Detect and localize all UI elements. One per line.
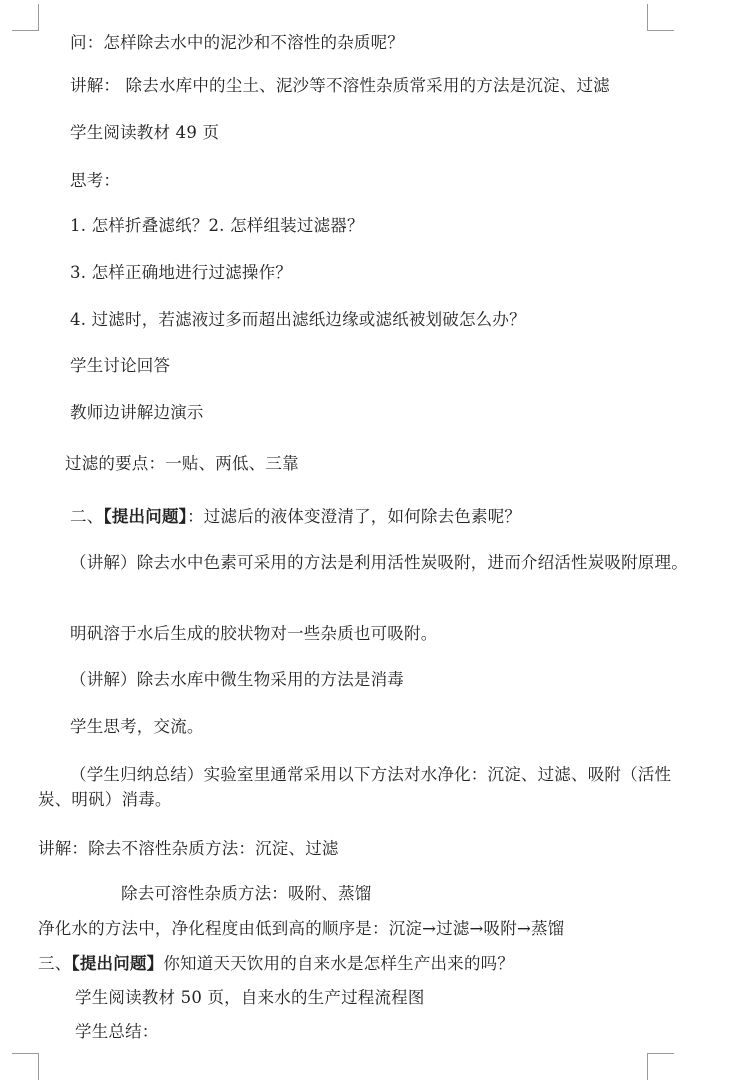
pigment-removal-paragraph: （讲解）除去水中色素可采用的方法是利用活性炭吸附，进而介绍活性炭吸附原理。 bbox=[70, 553, 688, 572]
student-exchange-line: 学生思考，交流。 bbox=[70, 717, 204, 736]
question-4: 4. 过滤时，若滤液过多而超出滤纸边缘或滤纸被划破怎么办？ bbox=[70, 310, 526, 329]
insoluble-removal-line: 讲解：除去不溶性杂质方法：沉淀、过滤 bbox=[38, 839, 339, 858]
filtration-key-points: 过滤的要点：一贴、两低、三靠 bbox=[65, 454, 299, 473]
question-1-2: 1. 怎样折叠滤纸？2. 怎样组装过滤器？ bbox=[70, 216, 364, 235]
student-summary-line: 学生总结： bbox=[75, 1022, 159, 1041]
soluble-removal-line: 除去可溶性杂质方法：吸附、蒸馏 bbox=[121, 884, 372, 903]
discussion-line: 学生讨论回答 bbox=[70, 356, 171, 375]
purification-order-line: 净化水的方法中，净化程度由低到高的顺序是：沉淀→过滤→吸附→蒸馏 bbox=[38, 919, 565, 938]
raise-question-label: 【提出问题】 bbox=[71, 954, 164, 973]
page-corner-mark-top-left bbox=[12, 4, 39, 31]
lecture-line: 讲解： 除去水库中的尘土、泥沙等不溶性杂质常采用的方法是沉淀、过滤 bbox=[70, 76, 610, 95]
page-corner-mark-bottom-left bbox=[12, 1053, 39, 1080]
section-number: 三、 bbox=[38, 954, 72, 973]
summary-paragraph: （学生归纳总结）实验室里通常采用以下方法对水净化：沉淀、过滤、吸附（活性炭、明矾）消毒。 bbox=[38, 765, 672, 809]
disinfection-line: （讲解）除去水库中微生物采用的方法是消毒 bbox=[70, 670, 404, 689]
alum-line: 明矾溶于水后生成的胶状物对一些杂质也可吸附。 bbox=[70, 624, 438, 643]
section-question-text: ：过滤后的液体变澄清了，如何除去色素呢？ bbox=[187, 507, 522, 526]
section-question-text: 你知道天天饮用的自来水是怎样生产出来的吗？ bbox=[163, 954, 515, 973]
section-number: 二、 bbox=[70, 507, 104, 526]
question-line: 问：怎样除去水中的泥沙和不溶性的杂质呢？ bbox=[70, 33, 404, 52]
demonstration-line: 教师边讲解边演示 bbox=[70, 403, 204, 422]
reading-line: 学生阅读教材 49 页 bbox=[70, 123, 220, 142]
question-3: 3. 怎样正确地进行过滤操作？ bbox=[70, 263, 292, 282]
section-three-heading bbox=[38, 952, 514, 976]
page-corner-mark-bottom-right bbox=[647, 1053, 674, 1080]
reading-50-line: 学生阅读教材 50 页，自来水的生产过程流程图 bbox=[75, 988, 425, 1007]
section-two-heading bbox=[70, 505, 521, 529]
raise-question-label: 【提出问题】 bbox=[103, 507, 188, 526]
thinking-heading: 思考： bbox=[70, 171, 121, 190]
page-corner-mark-top-right bbox=[647, 4, 674, 31]
